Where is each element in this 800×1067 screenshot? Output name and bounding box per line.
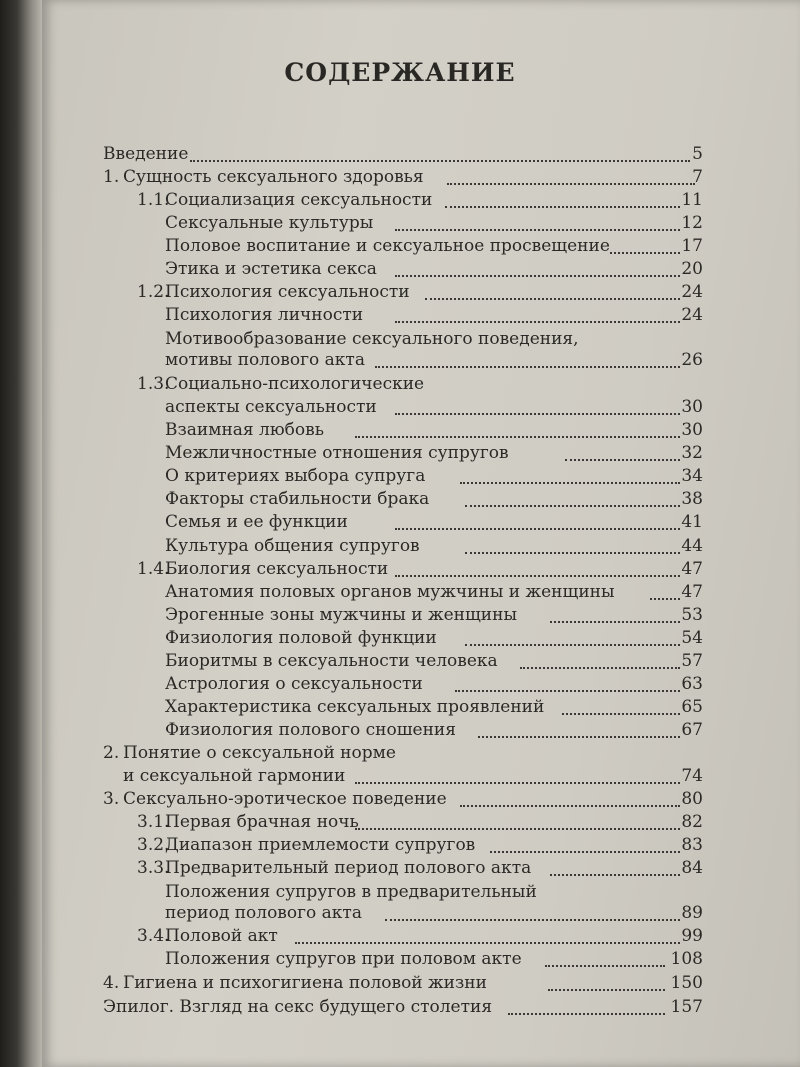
toc-entry-page: 12 [681, 213, 703, 233]
toc-entry [0, 766, 800, 790]
toc-entry-title: и сексуальной гармонии [123, 766, 346, 786]
dot-leader [355, 433, 680, 438]
dot-leader [460, 802, 680, 807]
toc-entry-number: 2. [103, 743, 120, 763]
toc-entry-title: Астрология о сексуальности [165, 674, 423, 694]
toc-entry [0, 420, 800, 444]
dot-leader [465, 549, 680, 554]
dot-leader [395, 318, 680, 323]
toc-entry-number: 3. [103, 789, 120, 809]
toc-entry-title: Психология сексуальности [165, 282, 410, 302]
toc-entry-page: 24 [681, 282, 703, 302]
toc-entry-page: 7 [692, 167, 703, 187]
dot-leader [562, 710, 680, 715]
toc-entry [0, 144, 800, 168]
toc-entry-page: 57 [681, 651, 703, 671]
toc-entry [0, 858, 800, 882]
toc-entry-page: 108 [670, 949, 703, 969]
toc-entry-page: 5 [692, 144, 703, 164]
toc-entry [0, 835, 800, 859]
toc-entry-page: 99 [681, 926, 703, 946]
dot-leader [395, 226, 680, 231]
toc-entry [0, 213, 800, 237]
dot-leader [465, 641, 680, 646]
toc-entry-page: 74 [681, 766, 703, 786]
toc-entry-page: 150 [670, 973, 703, 993]
toc-entry-title: Культура общения супругов [165, 536, 420, 556]
dot-leader [445, 203, 680, 208]
toc-entry-page: 20 [681, 259, 703, 279]
toc-entry [0, 812, 800, 836]
toc-entry-page: 82 [681, 812, 703, 832]
toc-entry [0, 949, 800, 973]
toc-entry [0, 789, 800, 813]
dot-leader [355, 825, 680, 830]
toc-entry-number: 3.4. [137, 926, 170, 946]
toc-entry-page: 17 [681, 236, 703, 256]
dot-leader [610, 249, 680, 254]
dot-leader [508, 1010, 665, 1015]
toc-entry-number: 3.2. [137, 835, 170, 855]
dot-leader [395, 410, 680, 415]
toc-entry-title: Физиология полового сношения [165, 720, 456, 740]
toc-entry [0, 582, 800, 606]
toc-entry-title: О критериях выбора супруга [165, 466, 426, 486]
toc-entry-title: Биология сексуальности [165, 559, 389, 579]
page-title: СОДЕРЖАНИЕ [284, 58, 516, 87]
dot-leader [520, 664, 680, 669]
toc-entry [0, 236, 800, 260]
toc-entry-title: Социально-психологические [165, 374, 425, 394]
toc-entry-title: Введение [103, 144, 189, 164]
toc-entry [0, 167, 800, 191]
toc-entry [0, 466, 800, 490]
dot-leader [650, 595, 680, 600]
toc-entry-page: 34 [681, 466, 703, 486]
toc-entry [0, 605, 800, 629]
dot-leader [395, 525, 680, 530]
toc-entry [0, 374, 800, 398]
toc-entry-page: 54 [681, 628, 703, 648]
toc-entry-title: Анатомия половых органов мужчины и женщины [165, 582, 615, 602]
toc-entry-page: 30 [681, 420, 703, 440]
toc-entry [0, 512, 800, 536]
dot-leader [395, 572, 680, 577]
dot-leader [447, 180, 695, 185]
toc-entry-page: 41 [681, 512, 703, 532]
dot-leader [550, 618, 680, 623]
toc-entry-title: Понятие о сексуальной норме [123, 743, 396, 763]
toc-entry [0, 282, 800, 306]
toc-entry [0, 628, 800, 652]
dot-leader [465, 502, 680, 507]
toc-entry [0, 397, 800, 421]
dot-leader [375, 363, 680, 368]
dot-leader [478, 733, 680, 738]
toc-entry-title: Этика и эстетика секса [165, 259, 377, 279]
toc-entry [0, 305, 800, 329]
toc-entry-page: 47 [681, 559, 703, 579]
dot-leader [545, 962, 665, 967]
dot-leader [395, 272, 680, 277]
toc-entry-title: мотивы полового акта [165, 350, 365, 370]
toc-entry-title: Мотивообразование сексуального поведения, [165, 329, 579, 349]
toc-entry-title: Сущность сексуального здоровья [123, 167, 424, 187]
dot-leader [190, 157, 690, 162]
toc-entry-page: 157 [670, 997, 703, 1017]
toc-entry-title: Предварительный период полового акта [165, 858, 532, 878]
toc-entry [0, 536, 800, 560]
dot-leader [550, 871, 680, 876]
toc-entry-title: Первая брачная ночь [165, 812, 359, 832]
toc-entry-title: Семья и ее функции [165, 512, 348, 532]
toc-entry-title: период полового акта [165, 903, 362, 923]
toc-entry [0, 674, 800, 698]
toc-entry-title: Эпилог. Взгляд на секс будущего столетия [103, 997, 493, 1017]
toc-entry-page: 65 [681, 697, 703, 717]
toc-entry [0, 926, 800, 950]
toc-entry-page: 84 [681, 858, 703, 878]
dot-leader [385, 916, 680, 921]
toc-entry-page: 83 [681, 835, 703, 855]
dot-leader [455, 687, 680, 692]
toc-entry-number: 3.1. [137, 812, 170, 832]
toc-entry-page: 44 [681, 536, 703, 556]
toc-entry [0, 997, 800, 1021]
toc-entry-page: 11 [681, 190, 703, 210]
toc-entry-title: Половое воспитание и сексуальное просвещение [165, 236, 610, 256]
toc-entry-number: 1.3. [137, 374, 170, 394]
toc-entry-title: Гигиена и психогигиена половой жизни [123, 973, 487, 993]
toc-entry [0, 559, 800, 583]
dot-leader [425, 295, 680, 300]
toc-entry-title: Факторы стабильности брака [165, 489, 430, 509]
toc-entry [0, 259, 800, 283]
toc-entry-page: 63 [681, 674, 703, 694]
toc-entry-title: Психология личности [165, 305, 364, 325]
toc-entry-number: 1.1. [137, 190, 170, 210]
toc-entry-page: 26 [681, 350, 703, 370]
toc-entry-number: 1.2. [137, 282, 170, 302]
toc-entry-page: 67 [681, 720, 703, 740]
toc-entry-page: 38 [681, 489, 703, 509]
toc-entry-title: Социализация сексуальности [165, 190, 433, 210]
toc-entry-number: 1. [103, 167, 120, 187]
toc-entry-title: Сексуальные культуры [165, 213, 374, 233]
toc-entry-page: 47 [681, 582, 703, 602]
toc-entry-page: 89 [681, 903, 703, 923]
toc-entry [0, 743, 800, 767]
toc-entry-number: 3.3. [137, 858, 170, 878]
toc-entry [0, 489, 800, 513]
dot-leader [460, 479, 680, 484]
toc-entry-title: Половой акт [165, 926, 278, 946]
toc-entry-page: 80 [681, 789, 703, 809]
toc-entry [0, 973, 800, 997]
toc-entry-title: Сексуально-эротическое поведение [123, 789, 447, 809]
toc-entry-page: 24 [681, 305, 703, 325]
dot-leader [565, 456, 680, 461]
toc-entry-title: Диапазон приемлемости супругов [165, 835, 476, 855]
toc-entry [0, 190, 800, 214]
toc-entry-title: Характеристика сексуальных проявлений [165, 697, 545, 717]
toc-entry-title: Положения супругов в предварительный [165, 882, 537, 902]
toc-entry-title: Положения супругов при половом акте [165, 949, 522, 969]
dot-leader [295, 939, 680, 944]
toc-entry-number: 4. [103, 973, 120, 993]
toc-entry-title: Межличностные отношения супругов [165, 443, 509, 463]
dot-leader [548, 986, 665, 991]
toc-entry [0, 720, 800, 744]
toc-entry [0, 651, 800, 675]
toc-entry-page: 30 [681, 397, 703, 417]
toc-entry-page: 32 [681, 443, 703, 463]
toc-entry [0, 443, 800, 467]
dot-leader [355, 779, 680, 784]
toc-entry-page: 53 [681, 605, 703, 625]
toc-entry-title: Биоритмы в сексуальности человека [165, 651, 498, 671]
toc-entry-title: Физиология половой функции [165, 628, 437, 648]
toc-entry [0, 350, 800, 374]
toc-entry-title: Взаимная любовь [165, 420, 324, 440]
toc-entry-number: 1.4. [137, 559, 170, 579]
toc-entry-title: аспекты сексуальности [165, 397, 377, 417]
dot-leader [490, 848, 680, 853]
toc-entry [0, 697, 800, 721]
toc-entry-title: Эрогенные зоны мужчины и женщины [165, 605, 517, 625]
toc-entry [0, 903, 800, 927]
